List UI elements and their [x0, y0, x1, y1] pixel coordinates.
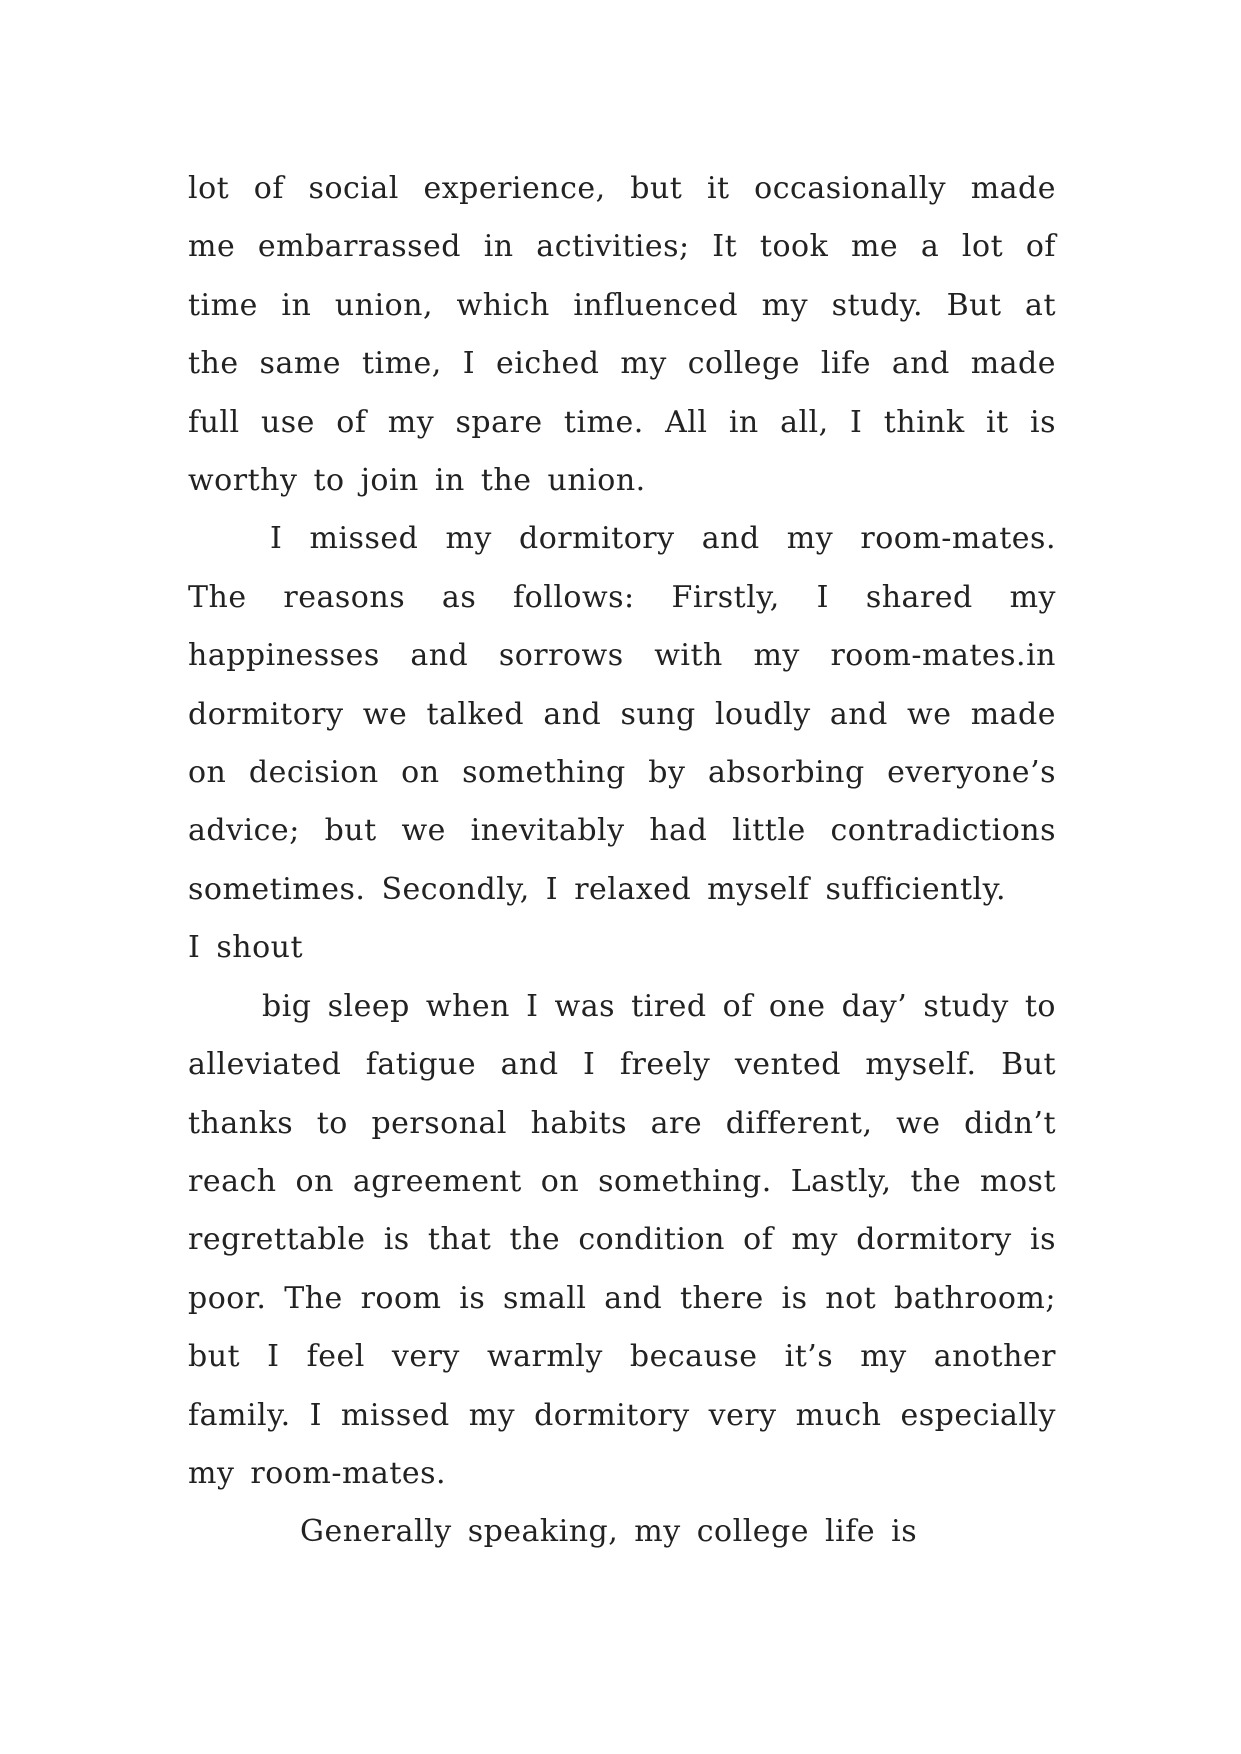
paragraph-conclusion-start: Generally speaking, my college life is [300, 1514, 918, 1550]
paragraph-fragment: I shout [188, 930, 304, 966]
paragraph-dormitory: I missed my dormitory and my room-mates. The reasons as follows: Firstly, I shared my happinesses and sorrows with my room-mates.in dormitory we talked and sung loudly and we made on decision on something by absorbing everyone’s advice; but we inevitably had little contradictions sometimes. Secondly, I relaxed myself sufficiently. [188, 521, 1056, 907]
document-body [188, 160, 1056, 1562]
paragraph-sleep: big sleep when I was tired of one day’ study to alleviated fatigue and I freely vented myself. But thanks to personal habits are different, we didn’t reach on agreement on something. Lastly, the most regrettable is that the condition of my dormitory is poor. The room is small and there is not bathroom; but I feel very warmly because it’s my another family. I missed my dormitory very much especially my room-mates. [188, 988, 1056, 1491]
paragraph-union-summary: lot of social experience, but it occasionally made me embarrassed in activities; It took me a lot of time in union, which influenced my study. But at the same time, I eiched my college life and made full use of my spare time. All in all, I think it is worthy to join in the union. [188, 171, 1056, 499]
